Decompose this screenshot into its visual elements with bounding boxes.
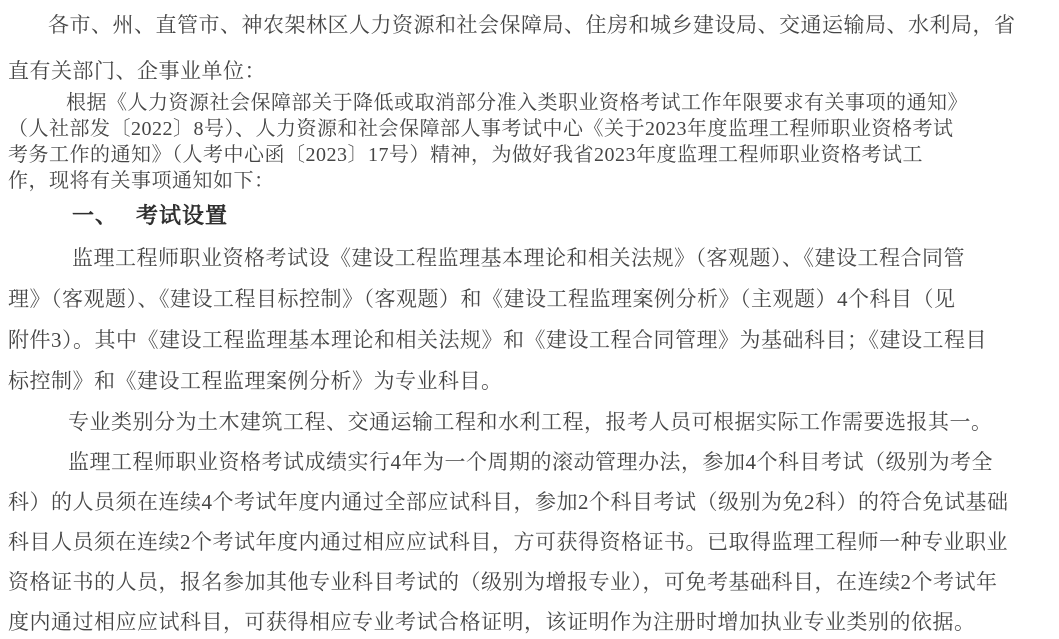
text-line: 考务工作的通知》（人考中心函〔2023〕17号）精神，为做好我省2023年度监理工程师职业资格考试工 [8,144,923,166]
section-1-heading [72,200,228,232]
text-line: 资格证书的人员，报名参加其他专业科目考试的（级别为增报专业），可免考基础科目，在连续2个考试年 [8,570,998,594]
exam-subjects-paragraph [8,238,1053,402]
score-management-paragraph [8,442,1053,639]
text-line: 直有关部门、企事业单位： [8,59,266,83]
section-1-number: 一、 [72,203,119,228]
text-line: 科目人员须在连续2个考试年度内通过相应应试科目，方可获得资格证书。已取得监理工程师一种专业职业 [8,530,1008,554]
text-line: 作，现将有关事项通知如下： [8,170,275,192]
text-line: （人社部发〔2022〕8号）、人力资源和社会保障部人事考试中心《关于2023年度监理工程师职业资格考试 [8,118,954,140]
intro-paragraph [8,90,1053,194]
text-line: 理》（客观题）、《建设工程目标控制》（客观题）和《建设工程监理案例分析》（主观题）4个科目（见 [8,287,956,311]
text-line: 度内通过相应应试科目，可获得相应专业考试合格证明，该证明作为注册时增加执业专业类别的依据。 [8,610,976,634]
text-line: 专业类别分为土木建筑工程、交通运输工程和水利工程，报考人员可根据实际工作需要选报其一。 [68,410,993,434]
specialties-paragraph [8,402,1053,442]
addressee-paragraph [8,2,1053,94]
text-line: 监理工程师职业资格考试成绩实行4年为一个周期的滚动管理办法，参加4个科目考试（级别为考全 [68,450,993,474]
text-line: 科）的人员须在连续4个考试年度内通过全部应试科目，参加2个科目考试（级别为免2科）的符合免试基础 [8,490,1009,514]
text-line: 附件3）。其中《建设工程监理基本理论和相关法规》和《建设工程合同管理》为基础科目；《建设工程目 [8,328,987,352]
text-line: 监理工程师职业资格考试设《建设工程监理基本理论和相关法规》（客观题）、《建设工程合同管 [72,246,965,270]
text-line: 标控制》和《建设工程监理案例分析》为专业科目。 [8,369,503,393]
text-line: 各市、州、直管市、神农架林区人力资源和社会保障局、住房和城乡建设局、交通运输局、水利局，省 [48,13,1016,37]
section-1-title: 考试设置 [136,203,229,228]
text-line: 根据《人力资源社会保障部关于降低或取消部分准入类职业资格考试工作年限要求有关事项的通知》 [66,92,968,114]
